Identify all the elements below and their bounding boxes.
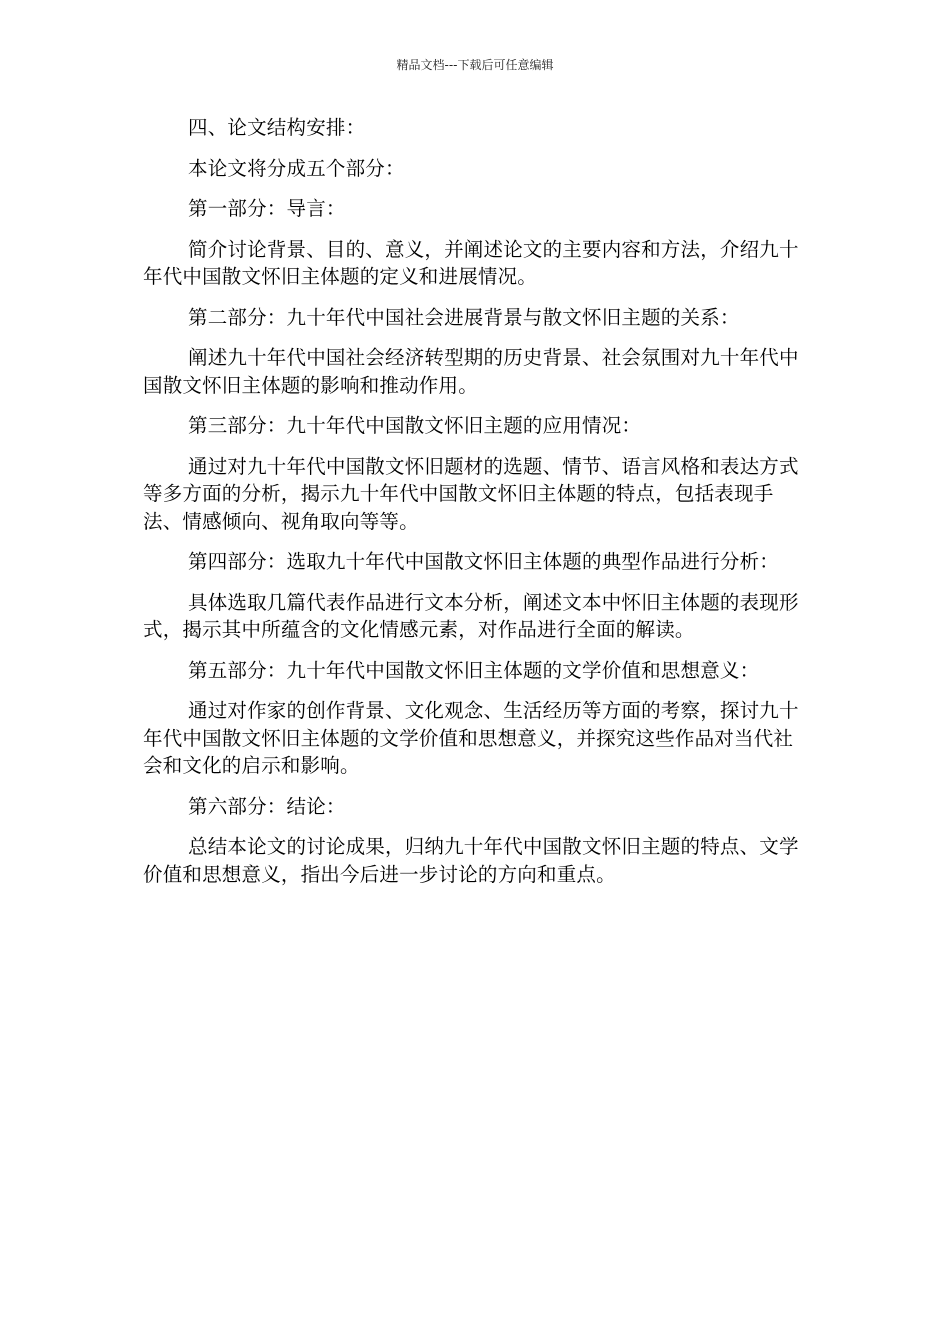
intro-line: 本论文将分成五个部分： xyxy=(188,156,405,180)
document-body xyxy=(143,114,803,901)
part-five-body: 通过对作家的创作背景、文化观念、生活经历等方面的考察，探讨九十年代中国散文怀旧主体题的文学价值和思想意义，并探究这些作品对当代社会和文化的启示和影响。 xyxy=(143,699,799,777)
page-header: 精品文档---下载后可任意编辑 xyxy=(396,58,554,72)
section-heading: 四、论文结构安排： xyxy=(188,116,366,139)
part-three-body: 通过对九十年代中国散文怀旧题材的选题、情节、语言风格和表达方式等多方面的分析，揭示九十年代中国散文怀旧主体题的特点，包括表现手法、情感倾向、视角取向等等。 xyxy=(143,454,799,533)
part-four-heading: 第四部分：选取九十年代中国散文怀旧主体题的典型作品进行分析： xyxy=(188,550,780,573)
part-two-body: 阐述九十年代中国社会经济转型期的历史背景、社会氛围对九十年代中国散文怀旧主体题的影响和推动作用。 xyxy=(143,346,799,397)
part-six-body: 总结本论文的讨论成果，归纳九十年代中国散文怀旧主题的特点、文学价值和思想意义，指出今后进一步讨论的方向和重点。 xyxy=(143,835,799,886)
part-one-body: 简介讨论背景、目的、意义，并阐述论文的主要内容和方法，介绍九十年代中国散文怀旧主体题的定义和进展情况。 xyxy=(143,237,799,288)
part-three-heading: 第三部分：九十年代中国散文怀旧主题的应用情况： xyxy=(188,414,642,437)
part-four-body: 具体选取几篇代表作品进行文本分析，阐述文本中怀旧主体题的表现形式，揭示其中所蕴含的文化情感元素，对作品进行全面的解读。 xyxy=(143,590,799,641)
part-two-heading: 第二部分：九十年代中国社会进展背景与散文怀旧主题的关系： xyxy=(188,305,740,329)
part-six-heading: 第六部分：结论： xyxy=(188,794,346,818)
part-five-heading: 第五部分：九十年代中国散文怀旧主体题的文学价值和思想意义： xyxy=(188,658,760,682)
part-one-heading: 第一部分：导言： xyxy=(188,197,346,220)
